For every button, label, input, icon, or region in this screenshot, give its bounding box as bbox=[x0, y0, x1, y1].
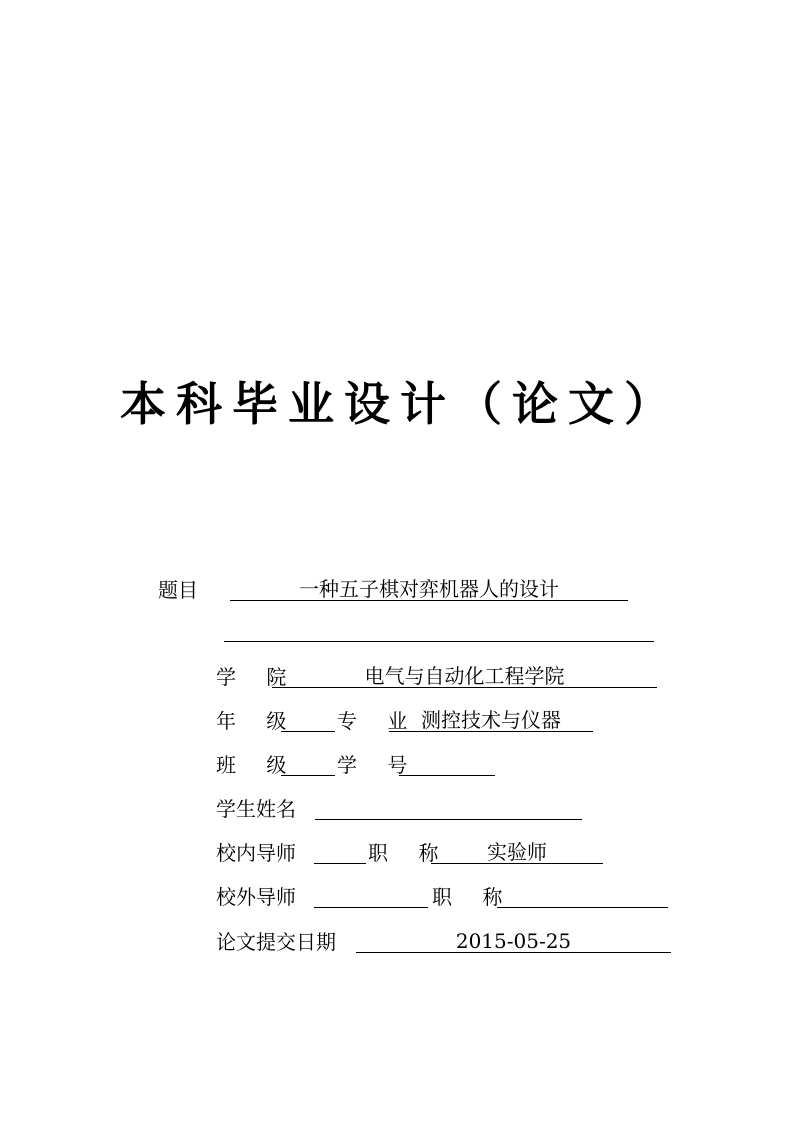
college-value: 电气与自动化工程学院 bbox=[272, 663, 657, 688]
internal-title-value: 实验师 bbox=[431, 839, 603, 864]
topic-line-2 bbox=[224, 617, 654, 642]
student-id-label: 学 号 bbox=[337, 753, 420, 777]
major-value: 测控技术与仪器 bbox=[389, 707, 593, 732]
class-value bbox=[281, 751, 335, 776]
submit-date-value: 2015-05-25 bbox=[356, 928, 671, 953]
external-title-label: 职 称 bbox=[432, 885, 515, 909]
external-title-value bbox=[497, 883, 668, 908]
topic-label: 题目 bbox=[158, 578, 198, 602]
student-id-value bbox=[399, 751, 495, 776]
grade-value bbox=[281, 707, 335, 732]
submit-date-label: 论文提交日期 bbox=[216, 930, 336, 954]
student-name-label: 学生姓名 bbox=[216, 797, 296, 821]
internal-title-label: 职 称 bbox=[368, 841, 451, 865]
student-name-value bbox=[315, 795, 582, 820]
internal-advisor-value bbox=[314, 839, 366, 864]
major-label: 专 业 bbox=[337, 709, 420, 733]
topic-value: 一种五子棋对弈机器人的设计 bbox=[230, 576, 628, 601]
external-advisor-label: 校外导师 bbox=[216, 885, 296, 909]
internal-advisor-label: 校内导师 bbox=[216, 841, 296, 865]
grade-label: 年 级 bbox=[216, 709, 299, 733]
class-label: 班 级 bbox=[216, 753, 299, 777]
document-title: 本科毕业设计（论文） bbox=[120, 377, 680, 431]
external-advisor-value bbox=[314, 883, 428, 908]
college-label: 学 院 bbox=[216, 665, 299, 689]
